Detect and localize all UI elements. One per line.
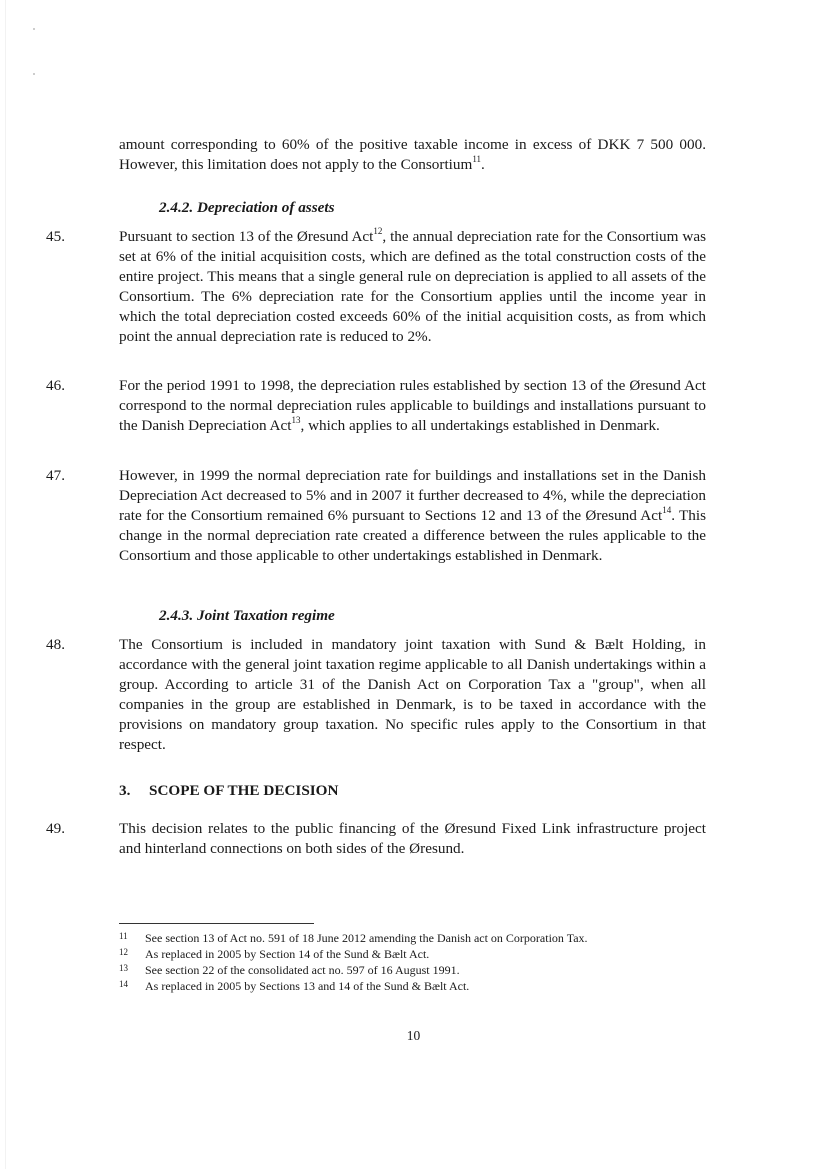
paragraph-46: For the period 1991 to 1998, the depreciation rules established by section 13 of the Øresund Act correspond to the normal depreciation rules applicable to buildings and installations pursuant to the Danish Depreciation Act$^{13}$, which applies to all undertakings established in Denmark.	[119, 377, 706, 434]
footnote-14	[119, 978, 709, 994]
footnotes	[119, 930, 709, 994]
footnote-text: See section 22 of the consolidated act no. 597 of 16 August 1991.	[145, 963, 460, 977]
footnote-mark: 13	[119, 963, 128, 973]
scan-edge	[5, 0, 6, 1169]
footnote-12	[119, 946, 709, 962]
footnote-mark: 14	[119, 979, 128, 989]
page-number: 10	[406, 1028, 421, 1043]
footnote-mark: 12	[119, 947, 128, 957]
scan-speck	[33, 73, 35, 75]
section-number: 3.	[119, 782, 131, 799]
footnote-11	[119, 930, 709, 946]
footnote-separator	[119, 923, 314, 924]
footnote-mark: 11	[119, 931, 128, 941]
footnote-ref-11[interactable]: 11	[472, 153, 481, 164]
section-title: SCOPE OF THE DECISION	[149, 782, 339, 799]
section-heading-scope	[119, 781, 338, 801]
paragraph-48: The Consortium is included in mandatory joint taxation with Sund & Bælt Holding, in accordance with the general joint taxation regime applicable to all Danish undertakings within a group. According to article 31 of the Danish Act on Corporation Tax a "group", when all companies in the group are established in Denmark, is to be taxed in accordance with the provisions on mandatory group taxation. No specific rules apply to the Consortium in that respect.	[119, 636, 706, 753]
footnote-text: As replaced in 2005 by Section 14 of the Sund & Bælt Act.	[145, 947, 430, 961]
paragraph-number-45: 45.	[46, 228, 65, 245]
paragraph-number-48: 48.	[46, 636, 65, 653]
heading-depreciation-of-assets: 2.4.2. Depreciation of assets	[159, 199, 335, 216]
intro-text: amount corresponding to 60% of the positive taxable income in excess of DKK 7 500 000. However, this limitation does not apply to the Consortium	[119, 136, 706, 173]
footnote-ref-12[interactable]: 12	[373, 225, 383, 236]
footnote-text: As replaced in 2005 by Sections 13 and 14 of the Sund & Bælt Act.	[145, 979, 470, 993]
paragraph-number-47: 47.	[46, 467, 65, 484]
footnote-13	[119, 962, 709, 978]
heading-joint-taxation-regime: 2.4.3. Joint Taxation regime	[159, 607, 335, 624]
footnote-ref-14[interactable]: 14	[662, 504, 672, 515]
scan-speck	[33, 28, 35, 30]
paragraph-number-46: 46.	[46, 377, 65, 394]
paragraph-number-49: 49.	[46, 820, 65, 837]
paragraph-45: Pursuant to section 13 of the Øresund Act$^{12}$, the annual depreciation rate for the Consortium was set at 6% of the initial acquisition costs, which are defined as the total construction costs of the entire project. This means that a single general rule on depreciation is applied to all assets of the Consortium. The 6% depreciation rate for the Consortium applies until the income year in which the total depreciation costed exceeds 60% of the initial acquisition costs, as from which point the annual depreciation rate is reduced to 2%.	[119, 225, 706, 345]
intro-paragraph: amount corresponding to 60% of the positive taxable income in excess of DKK 7 500 000. However, this limitation does not apply to the Consortium$^{11}$.	[119, 136, 706, 173]
footnote-text: See section 13 of Act no. 591 of 18 June 2012 amending the Danish act on Corporation Tax.	[145, 931, 588, 945]
paragraph-47: However, in 1999 the normal depreciation rate for buildings and installations set in the Danish Depreciation Act decreased to 5% and in 2007 it further decreased to 4%, while the depreciation rate for the Consortium remained 6% pursuant to Sections 12 and 13 of the Øresund Act$^{14}$. This change in the normal depreciation rate created a difference between the rules applicable to the Consortium and those applicable to other undertakings established in Denmark.	[119, 467, 706, 564]
footnote-ref-13[interactable]: 13	[291, 414, 301, 425]
paragraph-49: This decision relates to the public financing of the Øresund Fixed Link infrastructure project and hinterland connections on both sides of the Øresund.	[119, 820, 706, 857]
